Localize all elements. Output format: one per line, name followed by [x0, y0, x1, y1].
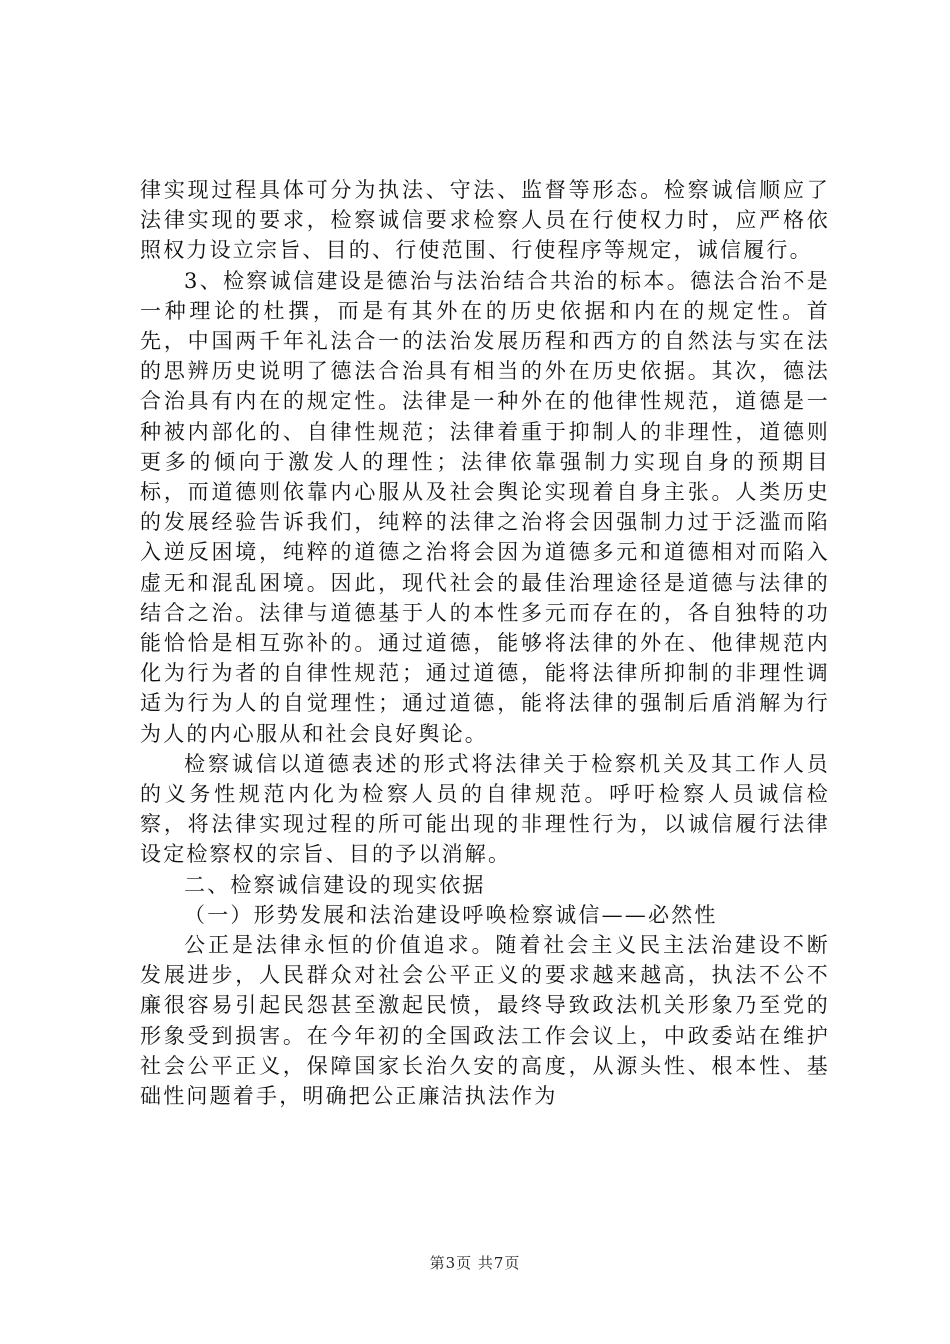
paragraph-3: 检察诚信以道德表述的形式将法律关于检察机关及其工作人员的义务性规范内化为检察人员的自律规范。呼吁检察人员诚信检察，将法律实现过程的所可能出现的非理性行为，以诚信履行法律设定检察权的宗旨、目的予以消解。 — [140, 751, 830, 867]
paragraph-1: 律实现过程具体可分为执法、守法、监督等形态。检察诚信顺应了法律实现的要求，检察诚信要求检察人员在行使权力时，应严格依照权力设立宗旨、目的、行使范围、行使程序等规定，诚信履行。 — [140, 178, 830, 263]
section-heading: 二、检察诚信建设的现实依据 — [184, 872, 486, 897]
paragraph-2: 3、检察诚信建设是德治与法治结合共治的标本。德法合治不是一种理论的杜撰，而是有其外在的历史依据和内在的规定性。首先，中国两千年礼法合一的法治发展历程和西方的自然法与实在法的思辨历史说明了德法合治具有相当的外在历史依据。其次，德法合治具有内在的规定性。法律是一种外在的他律性规范，道德是一种被内部化的、自律性规范；法律着重于抑制人的非理性，道德则更多的倾向于激发人的理性；法律依靠强制力实现自身的预期目标，而道德则依靠内心服从及社会舆论实现着自身主张。人类历史的发展经验告诉我们，纯粹的法律之治将会因强制力过于泛滥而陷入逆反困境，纯粹的道德之治将会因为道德多元和道德相对而陷入虚无和混乱困境。因此，现代社会的最佳治理途径是道德与法律的结合之治。法律与道德基于人的本性多元而存在的，各自独特的功能恰恰是相互弥补的。通过道德，能够将法律的外在、他律规范内化为行为者的自律性规范；通过道德，能将法律所抑制的非理性调适为行为人的自觉理性；通过道德，能将法律的强制后盾消解为行为人的内心服从和社会良好舆论。 — [140, 268, 830, 746]
paragraph-4: 公正是法律永恒的价值追求。随着社会主义民主法治建设不断发展进步，人民群众对社会公平正义的要求越来越高，执法不公不廉很容易引起民怨甚至激起民愤，最终导致政法机关形象乃至党的形象受到损害。在今年初的全国政法工作会议上，中政委站在维护社会公平正义，保障国家长治久安的高度，从源头性、根本性、基础性问题着手，明确把公正廉洁执法作为 — [140, 933, 830, 1109]
subsection-heading: （一）形势发展和法治建设呼唤检察诚信——必然性 — [184, 902, 718, 927]
page-footer: 第3页 共7页 — [429, 1254, 521, 1272]
document-body — [140, 175, 830, 1111]
